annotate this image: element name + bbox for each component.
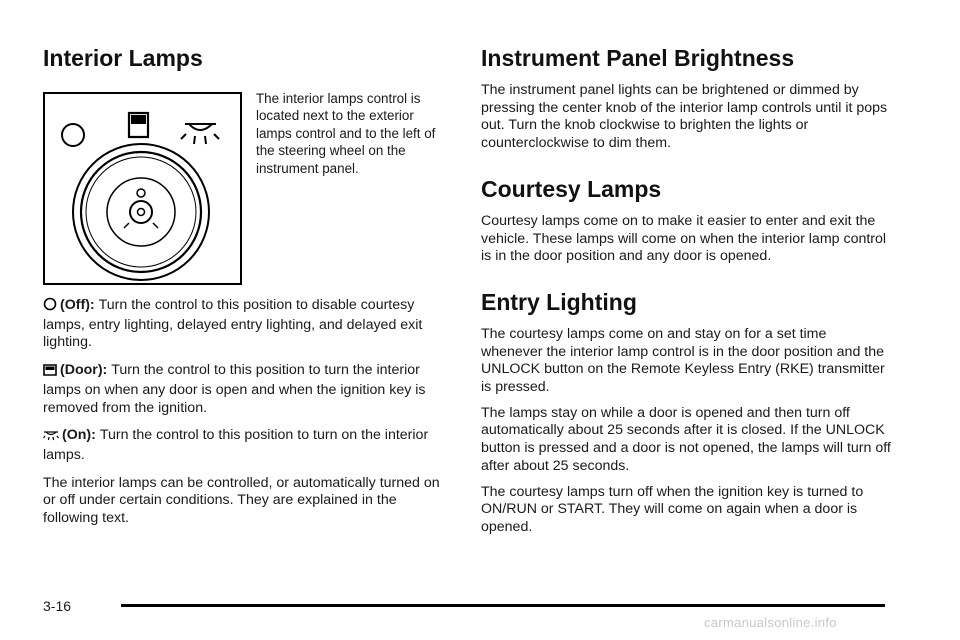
paragraph: Courtesy lamps come on to make it easier to enter and exit the vehicle. These lamps will come on when the interior lamp control is in the door position and any door is opened. (481, 212, 887, 265)
item-text: Turn the control to this position to turn the interior lamps on when any door is open and when the ignition key is removed from the ignition. (43, 362, 426, 416)
paragraph: The lamps stay on while a door is opened and then turn off automatically about 25 seconds after it is closed. If the UNLOCK button is pressed and a door is not opened, the lamps will turn off after about 25 seconds. (481, 404, 891, 474)
item-text: Turn the control to this position to turn on the interior lamps. (43, 427, 429, 463)
item-door (43, 362, 443, 417)
right-column (481, 44, 891, 537)
item-on (43, 427, 443, 464)
paragraph: The instrument panel lights can be brightened or dimmed by pressing the center knob of the interior lamp controls until it pops out. Turn the knob clockwise to brighten the lights or counterclockwise to dim them. (481, 82, 888, 152)
paragraph: The courtesy lamps come on and stay on for a set time whenever the interior lamp control is in the door position and the UNLOCK button on the Remote Keyless Entry (RKE) transmitter is pressed. (481, 325, 885, 396)
paragraph: The courtesy lamps turn off when the ignition key is turned to ON/RUN or START. They will come on again when a door is opened. (481, 483, 864, 535)
dome-lamp-icon (43, 429, 59, 447)
off-circle-icon (62, 124, 84, 146)
left-column (43, 44, 443, 528)
item-label: (On): (62, 427, 96, 444)
section-title-courtesy-lamps: Courtesy Lamps (481, 175, 662, 202)
item-text: Turn the control to this position to disable courtesy lamps, entry lighting, delayed entry lighting, and delayed exit lighting. (43, 297, 423, 351)
item-label: (Door): (60, 362, 108, 379)
watermark: carmanualsonline.info (704, 615, 837, 630)
control-knob (73, 144, 209, 280)
page-number: 3-16 (43, 598, 72, 614)
figure-block (43, 92, 443, 287)
item-label: (Off): (60, 297, 95, 313)
dome-lamp-icon (181, 124, 219, 144)
item-off (43, 297, 443, 352)
footer-divider (121, 604, 885, 607)
off-circle-icon (43, 297, 57, 317)
door-icon (43, 362, 57, 382)
figure-caption: The interior lamps control is located next to the exterior lamps control and to the left of the steering wheel on the instrument panel. (256, 91, 436, 176)
interior-lamp-control-illustration (43, 92, 242, 285)
section-title-entry-lighting: Entry Lighting (481, 288, 637, 315)
closing-paragraph: The interior lamps can be controlled, or automatically turned on or off under certain conditions. They are explained in the following text. (43, 474, 440, 527)
door-icon (129, 113, 148, 137)
section-title-interior-lamps: Interior Lamps (43, 45, 203, 71)
section-title-instrument-panel-brightness: Instrument Panel Brightness (481, 45, 795, 71)
